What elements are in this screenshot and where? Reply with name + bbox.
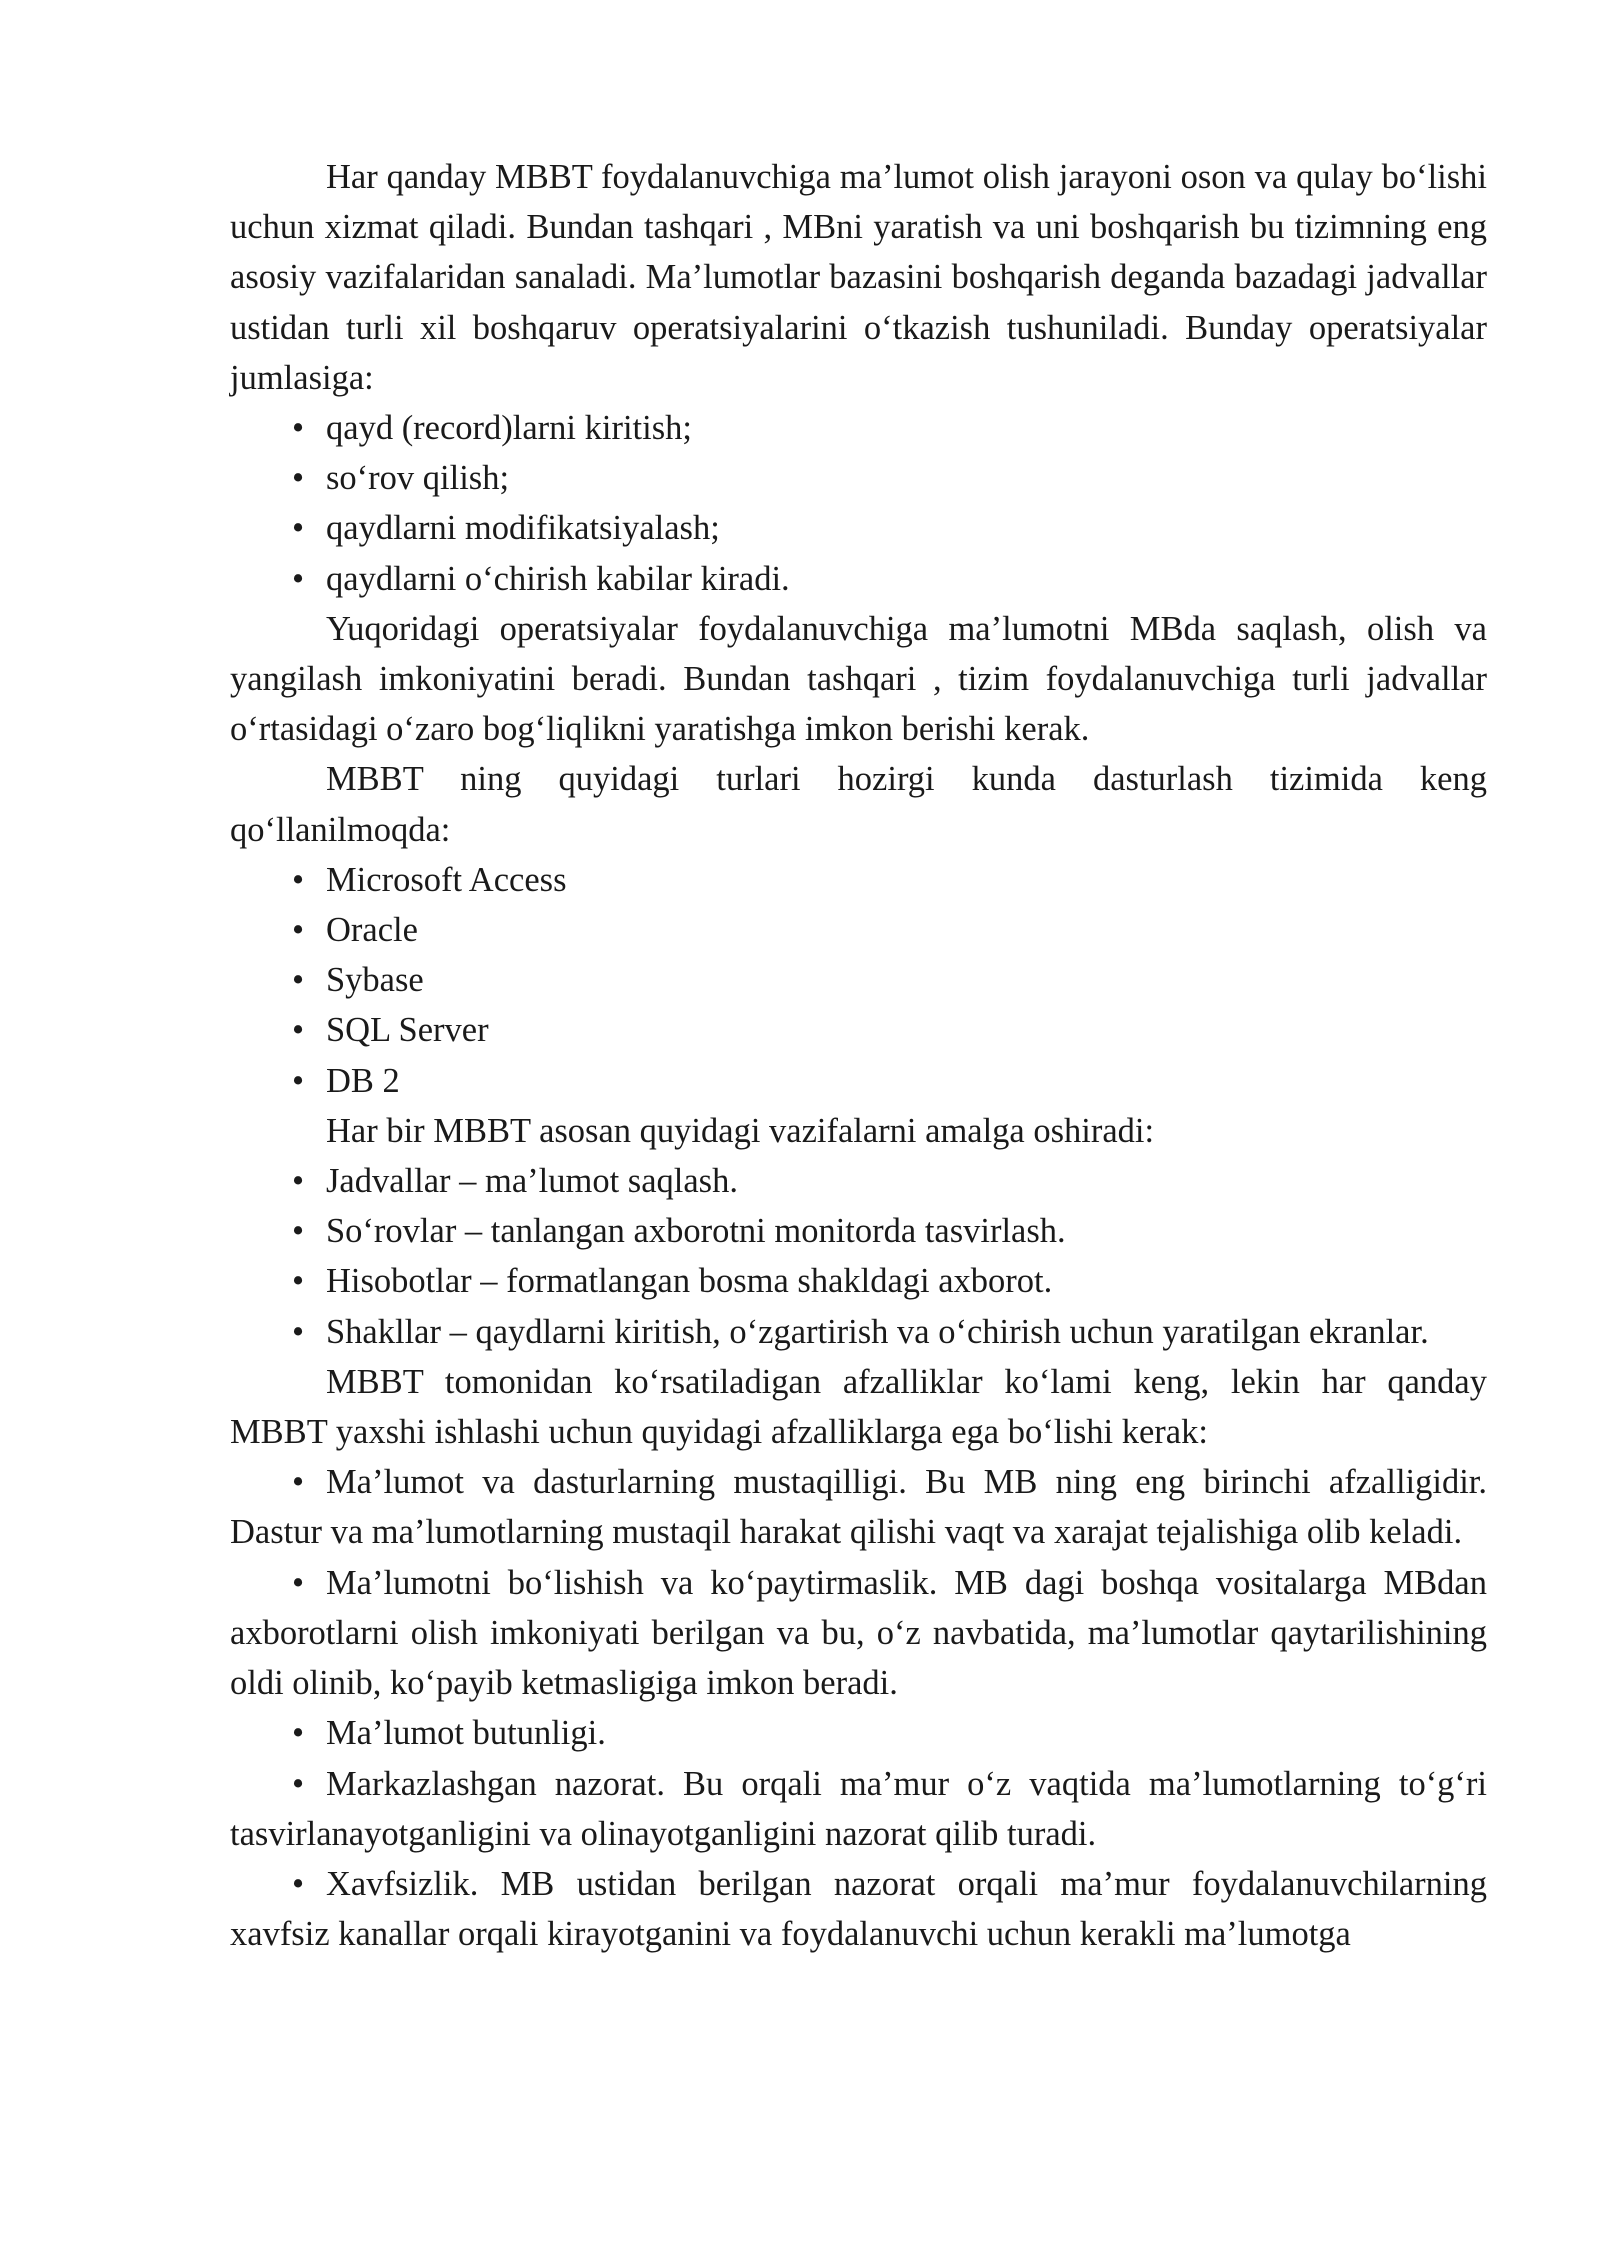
list-item: • Microsoft Access (230, 855, 1487, 905)
bullet-icon: • (291, 409, 305, 448)
bullet-icon: • (291, 1714, 305, 1753)
advantages-paragraph: MBBT tomonidan ko‘rsatiladigan afzalliklar ko‘lami keng, lekin har qanday MBBT yaxshi ishlashi uchun quyidagi afzalliklarga ega bo‘lishi kerak: (230, 1362, 1487, 1452)
bullet-icon: • (291, 459, 305, 498)
list-item: • Sybase (230, 955, 1487, 1005)
functions-list (230, 1156, 1487, 1307)
list-item: • Shakllar – qaydlarni kiritish, o‘zgartirish va o‘chirish uchun yaratilgan ekranlar. (230, 1307, 1487, 1357)
list-item: • Xavfsizlik. MB ustidan berilgan nazorat orqali ma’mur foydalanuvchilarning xavfsiz kanallar orqali kirayotganini va foydalanuvchi uchun kerakli ma’lumotga (230, 1859, 1487, 1959)
operations-list (230, 403, 1487, 604)
bullet-icon: • (291, 509, 305, 548)
list-item: • Oracle (230, 905, 1487, 955)
list-item: • So‘rovlar – tanlangan axborotni monitorda tasvirlash. (230, 1206, 1487, 1256)
intro-paragraph: Har qanday MBBT foydalanuvchiga ma’lumot olish jarayoni oson va qulay bo‘lishi uchun xizmat qiladi. Bundan tashqari , MBni yaratish va uni boshqarish bu tizimning eng asosiy vazifalaridan sanaladi. Ma’lumotlar bazasini boshqarish deganda bazadagi jadvallar ustidan turli xil boshqaruv operatsiyalarini o‘tkazish tushuniladi. Bunday operatsiyalar jumlasiga: (230, 158, 1487, 397)
operations-paragraph: Yuqoridagi operatsiyalar foydalanuvchiga ma’lumotni MBda saqlash, olish va yangilash imkoniyatini beradi. Bundan tashqari , tizim foydalanuvchiga turli jadvallar o‘rtasidagi o‘zaro bog‘liqlikni yaratishga imkon berishi kerak. (230, 609, 1487, 749)
list-item: • Hisobotlar – formatlangan bosma shakldagi axborot. (230, 1256, 1487, 1306)
list-item: • so‘rov qilish; (230, 453, 1487, 503)
list-item: • SQL Server (230, 1005, 1487, 1055)
bullet-icon: • (291, 1011, 305, 1050)
bullet-icon: • (291, 1212, 305, 1251)
bullet-icon: • (291, 860, 305, 899)
list-item: • Ma’lumot butunligi. (230, 1708, 1487, 1758)
bullet-icon: • (291, 1764, 305, 1803)
bullet-icon: • (291, 961, 305, 1000)
bullet-icon: • (291, 1864, 305, 1903)
dbms-types-list (230, 855, 1487, 1106)
bullet-icon: • (291, 911, 305, 950)
list-item: • qaydlarni o‘chirish kabilar kiradi. (230, 554, 1487, 604)
list-item: • Ma’lumotni bo‘lishish va ko‘paytirmaslik. MB dagi boshqa vositalarga MBdan axborotlarni olish imkoniyati berilgan va bu, o‘z navbatida, ma’lumotlar qaytarilishining oldi olinib, ko‘payib ketmasligiga imkon beradi. (230, 1558, 1487, 1709)
bullet-icon: • (291, 1162, 305, 1201)
list-item: • Ma’lumot va dasturlarning mustaqilligi. Bu MB ning eng birinchi afzalligidir. Dastur va ma’lumotlarning mustaqil harakat qilishi vaqt va xarajat tejalishiga olib keladi. (230, 1457, 1487, 1557)
list-item: • DB 2 (230, 1056, 1487, 1106)
list-item: • qayd (record)larni kiritish; (230, 403, 1487, 453)
bullet-icon: • (291, 1563, 305, 1602)
bullet-icon: • (291, 1312, 305, 1351)
bullet-icon: • (291, 1463, 305, 1502)
bullet-icon: • (291, 1061, 305, 1100)
bullet-icon: • (291, 1262, 305, 1301)
document-page (230, 152, 1487, 1959)
list-item: • qaydlarni modifikatsiyalash; (230, 503, 1487, 553)
types-paragraph: MBBT ning quyidagi turlari hozirgi kunda dasturlash tizimida keng qo‘llanilmoqda: (230, 760, 1487, 849)
list-item: • Jadvallar – ma’lumot saqlash. (230, 1156, 1487, 1206)
bullet-icon: • (291, 559, 305, 598)
list-item: • Markazlashgan nazorat. Bu orqali ma’mur o‘z vaqtida ma’lumotlarning to‘g‘ri tasvirlanayotganligini va olinayotganligini nazorat qilib turadi. (230, 1759, 1487, 1859)
functions-intro: Har bir MBBT asosan quyidagi vazifalarni amalga oshiradi: (326, 1111, 1155, 1150)
